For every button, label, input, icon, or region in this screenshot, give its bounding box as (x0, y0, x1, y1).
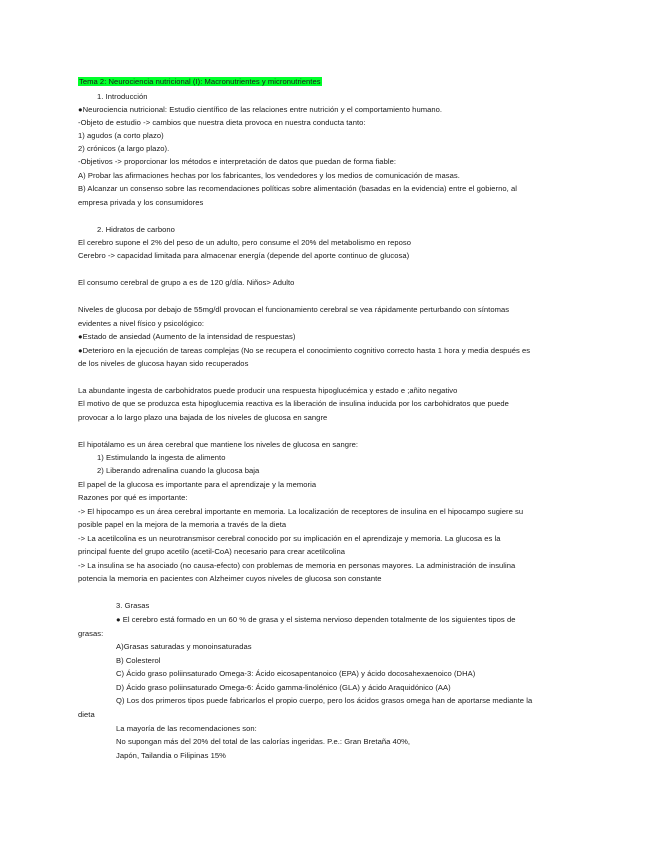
list-item: 2) Liberando adrenalina cuando la glucosa baja (97, 466, 260, 475)
section-heading-introduccion: 1. Introducción (97, 92, 148, 101)
paragraph-line: potencia la memoria en pacientes con Alzheimer cuyos niveles de glucosa son constante (78, 574, 382, 583)
paragraph-line: El hipotálamo es un área cerebral que mantiene los niveles de glucosa en sangre: (78, 440, 359, 449)
paragraph-line: El motivo de que se produzca esta hipoglucemia reactiva es la liberación de insulina inducida por los carbohidratos que puede (78, 399, 509, 408)
paragraph-line: El papel de la glucosa es importante para el aprendizaje y la memoria (78, 480, 317, 489)
list-item: D) Ácido graso poliinsaturado Omega-6: Ácido gamma-linolénico (GLA) y ácido Araquidónico (AA) (116, 683, 451, 692)
paragraph-line: grasas: (78, 629, 104, 638)
paragraph-line: ●Estado de ansiedad (Aumento de la intensidad de respuestas) (78, 332, 296, 341)
paragraph-line: A) Probar las afirmaciones hechas por los fabricantes, los vendedores y los medios de comunicación de masas. (78, 171, 460, 180)
list-item: A)Grasas saturadas y monoinsaturadas (116, 642, 252, 651)
paragraph-line: 2) crónicos (a largo plazo). (78, 144, 170, 153)
section-heading-grasas: 3. Grasas (116, 601, 150, 610)
paragraph-line: evidentes a nivel físico y psicológico: (78, 319, 205, 328)
list-item: Q) Los dos primeros tipos puede fabricarlos el propio cuerpo, pero los ácidos grasos omega han de aportarse mediante la (116, 696, 533, 705)
paragraph-line: El consumo cerebral de grupo a es de 120 g/día. Niños> Adulto (78, 278, 295, 287)
paragraph-line: -> El hipocampo es un área cerebral importante en memoria. La localización de receptores de insulina en el hipocampo sugiere su (78, 507, 524, 516)
paragraph-line: principal fuente del grupo acetilo (acetil-CoA) necesario para crear acetilcolina (78, 547, 346, 556)
list-item: 1) Estimulando la ingesta de alimento (97, 453, 226, 462)
paragraph-line: provocar a lo largo plazo una bajada de los niveles de glucosa en sangre (78, 413, 328, 422)
paragraph-line: ●Neurociencia nutricional: Estudio científico de las relaciones entre nutrición y el comportamiento humano. (78, 105, 443, 114)
section-heading-hidratos: 2. Hidratos de carbono (97, 225, 175, 234)
paragraph-line: Niveles de glucosa por debajo de 55mg/dl provocan el funcionamiento cerebral se vea rápidamente perturbando con síntomas (78, 305, 510, 314)
paragraph-line: dieta (78, 710, 95, 719)
paragraph-line: Cerebro -> capacidad limitada para almacenar energía (depende del aporte continuo de glucosa) (78, 251, 410, 260)
paragraph-line: de los niveles de glucosa hayan sido recuperados (78, 359, 249, 368)
paragraph-line: ● El cerebro está formado en un 60 % de grasa y el sistema nervioso dependen totalmente de los siguientes tipos de (116, 615, 516, 624)
paragraph-line: posible papel en la mejora de la memoria a través de la dieta (78, 520, 287, 529)
paragraph-line: La abundante ingesta de carbohidratos puede producir una respuesta hipoglucémica y estado e ;añito negativo (78, 386, 458, 395)
document-title: Tema 2: Neurociencia nutricional (I): Macronutrientes y micronutrientes (79, 77, 321, 86)
paragraph-line: El cerebro supone el 2% del peso de un adulto, pero consume el 20% del metabolismo en reposo (78, 238, 412, 247)
paragraph-line: -Objetivos -> proporcionar los métodos e interpretación de datos que puedan de forma fiable: (78, 157, 397, 166)
list-item: C) Ácido graso poliinsaturado Omega-3: Ácido eicosapentanoico (EPA) y ácido docosahexaenoico (DHA) (116, 669, 476, 678)
paragraph-line: -> La insulina se ha asociado (no causa-efecto) con problemas de memoria en personas mayores. La administración de insulina (78, 561, 516, 570)
paragraph-line: -> La acetilcolina es un neurotransmisor cerebral conocido por su implicación en el aprendizaje y memoria. La glucosa es la (78, 534, 501, 543)
paragraph-line: -Objeto de estudio -> cambios que nuestra dieta provoca en nuestra conducta tanto: (78, 118, 366, 127)
list-item: B) Colesterol (116, 656, 161, 665)
paragraph-line: B) Alcanzar un consenso sobre las recomendaciones políticas sobre alimentación (basadas en la evidencia) entre el gobierno, al (78, 184, 517, 193)
paragraph-line: empresa privada y los consumidores (78, 198, 204, 207)
paragraph-line: Razones por qué es importante: (78, 493, 188, 502)
paragraph-line: 1) agudos (a corto plazo) (78, 131, 164, 140)
paragraph-line: Japón, Tailandia o Filipinas 15% (116, 751, 226, 760)
paragraph-line: ●Deterioro en la ejecución de tareas complejas (No se recupera el conocimiento cognitivo correcto hasta 1 hora y media después es (78, 346, 531, 355)
paragraph-line: No supongan más del 20% del total de las calorías ingeridas. P.e.: Gran Bretaña 40%, (116, 737, 411, 746)
paragraph-line: La mayoría de las recomendaciones son: (116, 724, 257, 733)
